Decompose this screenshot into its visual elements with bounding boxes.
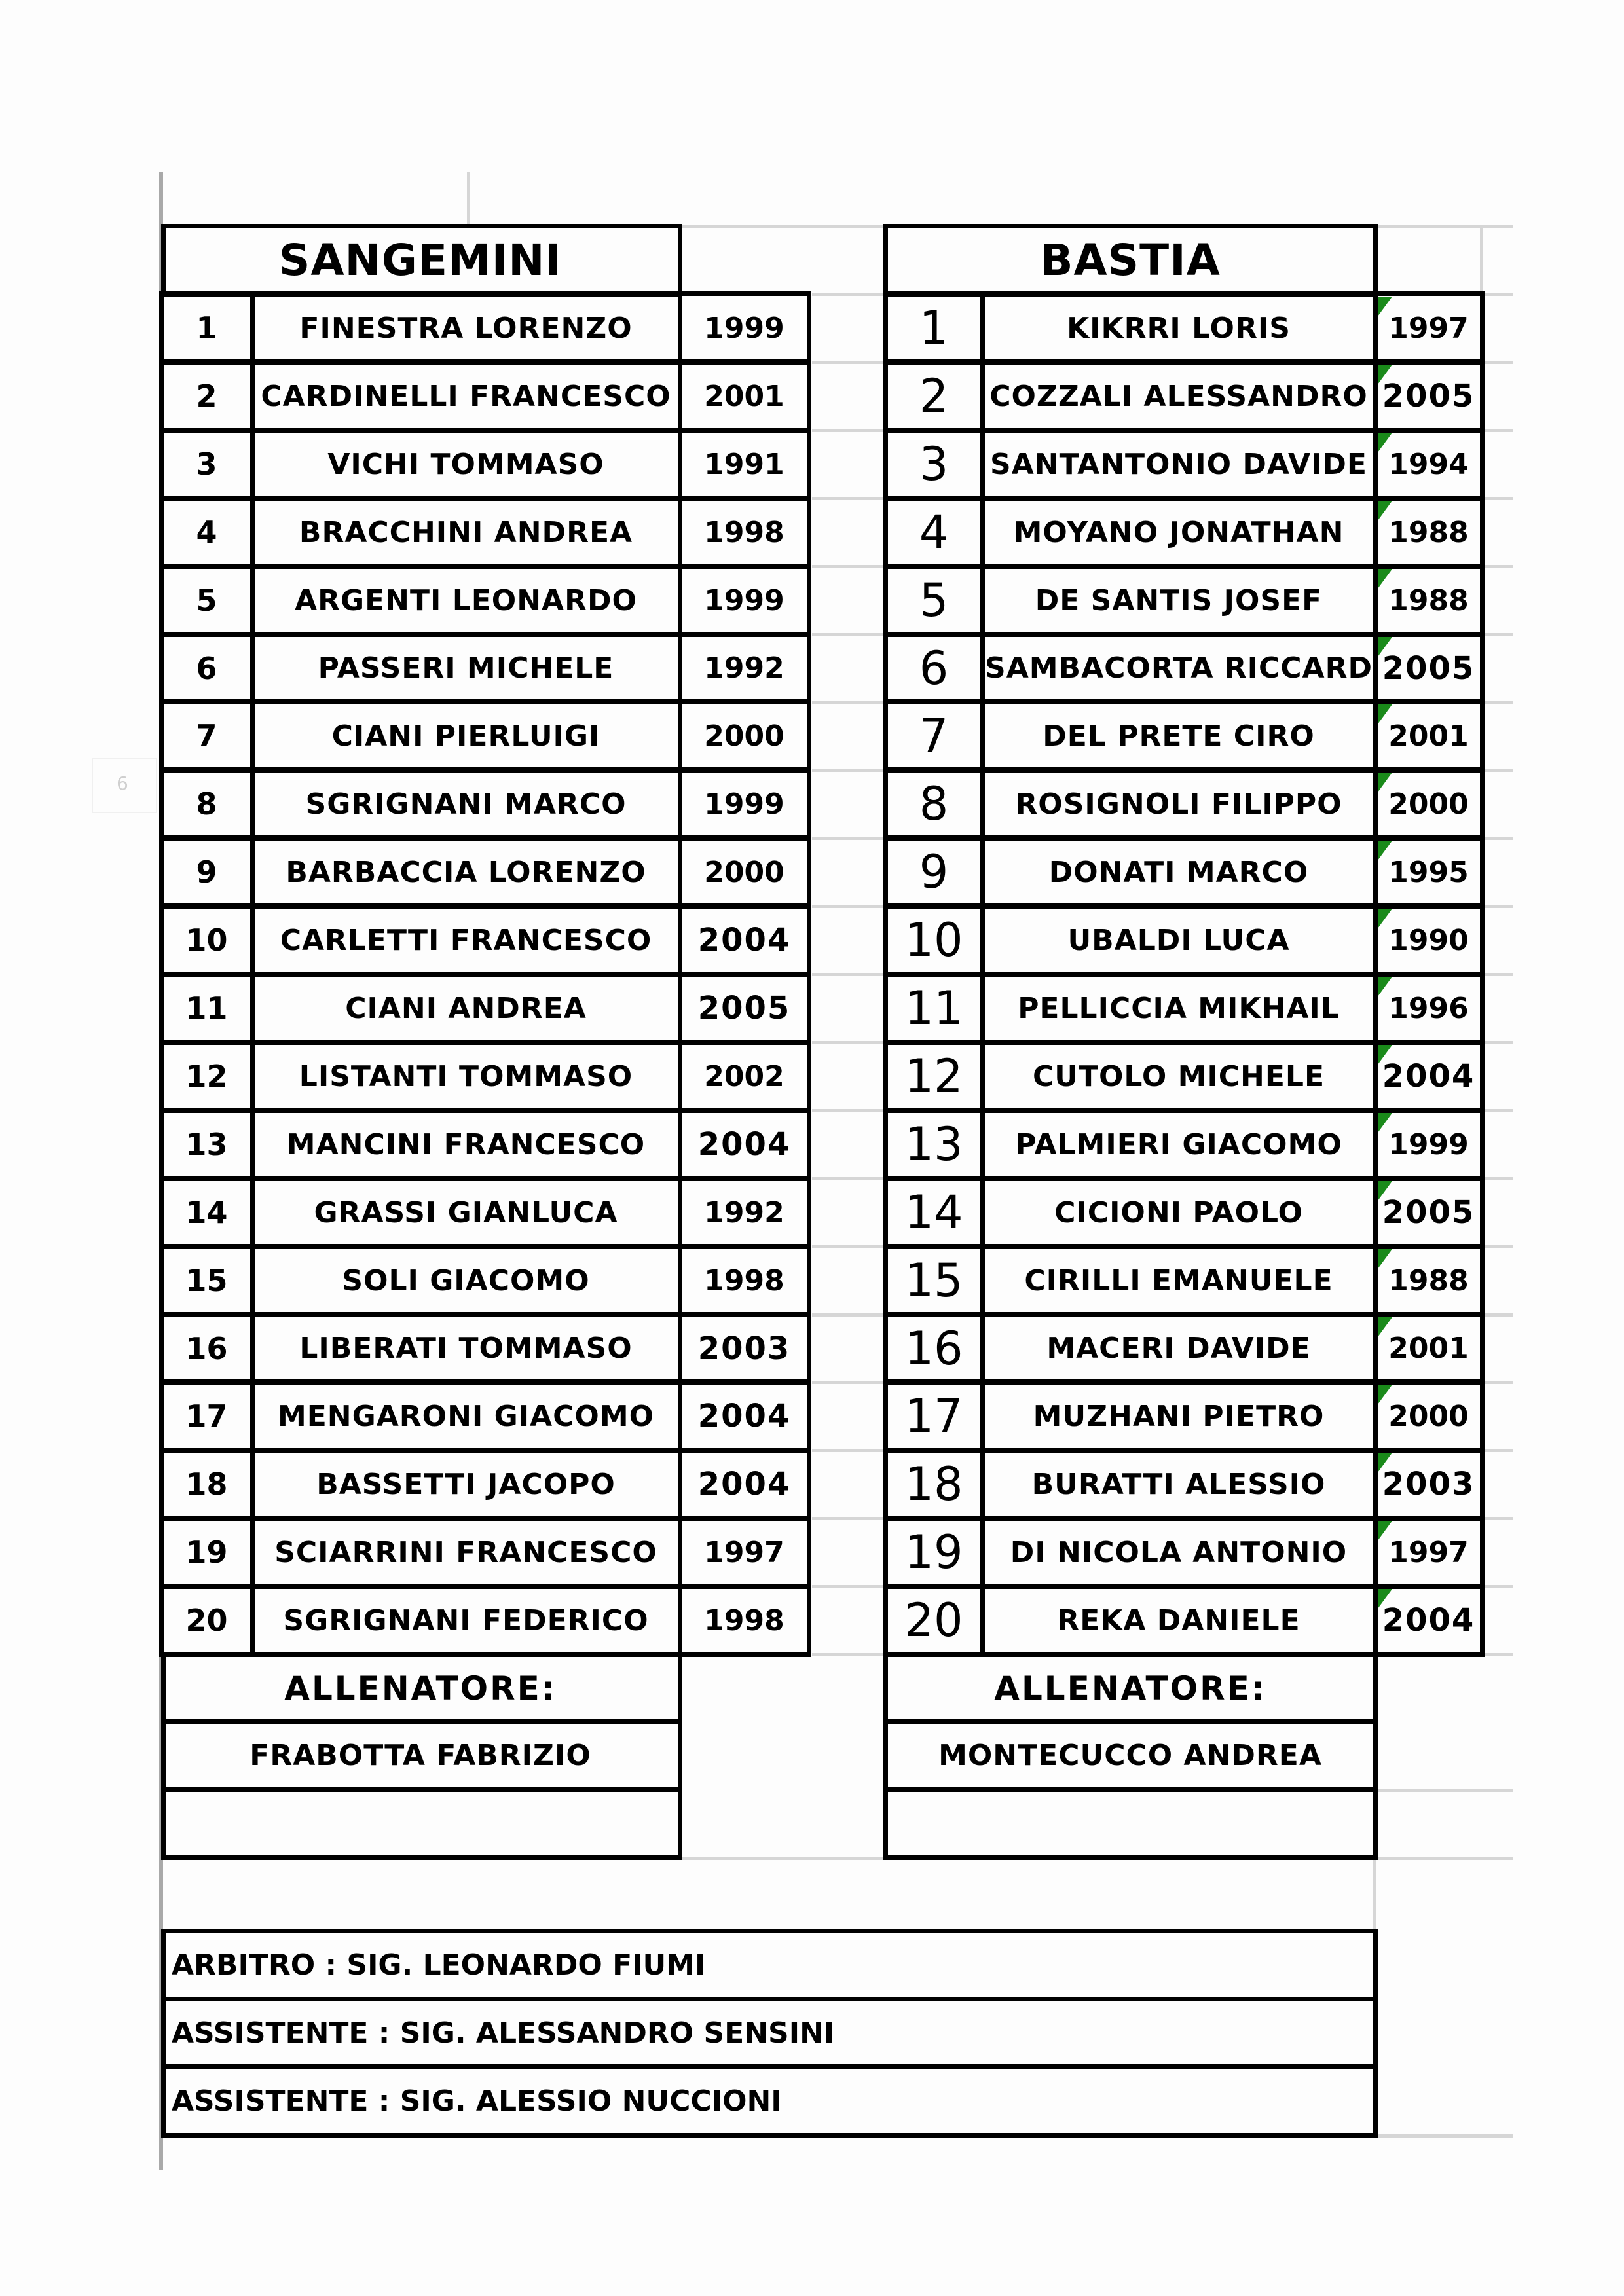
player-name: CIANI ANDREA bbox=[345, 991, 587, 1025]
sheet-gridline bbox=[1484, 701, 1513, 704]
player-number: 1 bbox=[919, 301, 949, 355]
player-birth-year: 2003 bbox=[697, 1330, 791, 1367]
player-name: ARGENTI LEONARDO bbox=[295, 583, 637, 617]
player-birth-year: 1995 bbox=[1388, 855, 1469, 889]
player-name: KIKRRI LORIS bbox=[1067, 311, 1291, 345]
sheet-gridline bbox=[812, 701, 885, 704]
player-number: 5 bbox=[196, 583, 217, 618]
sheet-gridline bbox=[1484, 497, 1513, 500]
player-number: 4 bbox=[919, 505, 949, 559]
cell-error-indicator-icon[interactable] bbox=[1378, 1249, 1392, 1269]
player-number: 12 bbox=[904, 1049, 963, 1103]
cell-error-indicator-icon[interactable] bbox=[1378, 704, 1392, 724]
cell-error-indicator-icon[interactable] bbox=[1378, 977, 1392, 996]
cell-error-indicator-icon[interactable] bbox=[1378, 1317, 1392, 1337]
player-name: SCIARRINI FRANCESCO bbox=[274, 1535, 657, 1569]
player-name: CIANI PIERLUIGI bbox=[331, 719, 600, 753]
player-number: 3 bbox=[196, 446, 217, 482]
away-coach-label: ALLENATORE: bbox=[994, 1669, 1266, 1707]
cell-error-indicator-icon[interactable] bbox=[1378, 1453, 1392, 1472]
home-coach-name: FRABOTTA FABRIZIO bbox=[249, 1739, 591, 1772]
cell-error-indicator-icon[interactable] bbox=[1378, 433, 1392, 452]
player-name: VICHI TOMMASO bbox=[327, 447, 604, 481]
player-name: MENGARONI GIACOMO bbox=[277, 1399, 655, 1433]
sheet-gridline bbox=[1484, 361, 1513, 364]
sheet-gridline bbox=[812, 1041, 885, 1044]
cell-error-indicator-icon[interactable] bbox=[1378, 637, 1392, 657]
player-name: GRASSI GIANLUCA bbox=[314, 1195, 618, 1230]
sheet-gridline bbox=[1484, 633, 1513, 636]
player-name: LIBERATI TOMMASO bbox=[299, 1332, 633, 1365]
player-birth-year: 2002 bbox=[704, 1059, 784, 1093]
player-number: 18 bbox=[904, 1457, 963, 1511]
sheet-gridline bbox=[1484, 1449, 1513, 1452]
player-name: BARBACCIA LORENZO bbox=[286, 855, 646, 889]
player-name: REKA DANIELE bbox=[1057, 1603, 1301, 1637]
player-name: ROSIGNOLI FILIPPO bbox=[1015, 787, 1342, 821]
sheet-gridline bbox=[1375, 1789, 1513, 1792]
player-birth-year: 2001 bbox=[1388, 719, 1469, 753]
home-coach-label: ALLENATORE: bbox=[284, 1669, 557, 1707]
player-birth-year: 2000 bbox=[1388, 787, 1469, 821]
player-number: 2 bbox=[196, 378, 217, 414]
player-name: DEL PRETE CIRO bbox=[1043, 719, 1315, 753]
player-name: CUTOLO MICHELE bbox=[1032, 1059, 1325, 1093]
player-birth-year: 2004 bbox=[1382, 1602, 1475, 1639]
sheet-gridline bbox=[1484, 1585, 1513, 1588]
sheet-gridline bbox=[1484, 1177, 1513, 1180]
player-birth-year: 2004 bbox=[697, 1126, 791, 1163]
player-number: 6 bbox=[919, 641, 949, 695]
player-name: MANCINI FRANCESCO bbox=[286, 1127, 646, 1161]
sheet-gridline bbox=[1484, 565, 1513, 568]
player-birth-year: 1992 bbox=[704, 651, 784, 685]
sheet-gridline bbox=[1484, 1245, 1513, 1248]
assistant-referee-1: ASSISTENTE : SIG. ALESSANDRO SENSINI bbox=[172, 2016, 835, 2050]
cell-error-indicator-icon[interactable] bbox=[1378, 569, 1392, 589]
player-birth-year: 2000 bbox=[1388, 1399, 1469, 1433]
player-name: SOLI GIACOMO bbox=[342, 1264, 590, 1298]
ghost-row-header: 6 bbox=[117, 773, 128, 794]
player-number: 9 bbox=[919, 845, 949, 899]
player-birth-year: 1988 bbox=[1388, 1264, 1469, 1298]
away-blank-cell bbox=[883, 1787, 1378, 1860]
player-number: 11 bbox=[185, 991, 228, 1026]
player-number: 2 bbox=[919, 369, 949, 423]
sheet-gridline bbox=[1484, 769, 1513, 772]
sheet-gridline bbox=[812, 1517, 885, 1520]
player-number: 8 bbox=[919, 777, 949, 831]
player-name: MUZHANI PIETRO bbox=[1033, 1399, 1325, 1433]
sheet-gridline bbox=[1375, 225, 1513, 228]
sheet-gridline bbox=[812, 293, 885, 296]
player-birth-year: 2004 bbox=[1382, 1058, 1475, 1095]
player-birth-year: 2004 bbox=[697, 1398, 791, 1434]
player-birth-year: 2005 bbox=[1382, 649, 1475, 687]
referee: ARBITRO : SIG. LEONARDO FIUMI bbox=[172, 1948, 706, 1982]
player-name: CARDINELLI FRANCESCO bbox=[261, 379, 671, 413]
sheet-gridline bbox=[1484, 837, 1513, 840]
sheet-gridline bbox=[1484, 1313, 1513, 1317]
player-number: 20 bbox=[904, 1594, 963, 1647]
player-birth-year: 1997 bbox=[704, 1535, 784, 1569]
player-birth-year: 1988 bbox=[1388, 583, 1469, 617]
player-number: 8 bbox=[196, 786, 217, 822]
sheet-gridline bbox=[812, 1109, 885, 1112]
player-name: CICIONI PAOLO bbox=[1054, 1195, 1303, 1230]
player-birth-year: 2005 bbox=[697, 990, 791, 1027]
sheet-gridline bbox=[812, 633, 885, 636]
player-name: SGRIGNANI FEDERICO bbox=[283, 1603, 649, 1637]
player-name: CARLETTI FRANCESCO bbox=[280, 923, 652, 957]
player-birth-year: 2001 bbox=[1388, 1332, 1469, 1365]
player-birth-year: 1997 bbox=[1388, 1535, 1469, 1569]
home-team-name: SANGEMINI bbox=[278, 234, 563, 285]
player-number: 16 bbox=[904, 1321, 963, 1376]
player-number: 15 bbox=[185, 1263, 228, 1298]
player-name: SGRIGNANI MARCO bbox=[305, 787, 627, 821]
sheet-gridline bbox=[812, 1177, 885, 1180]
player-birth-year: 1992 bbox=[704, 1195, 784, 1230]
player-name: DE SANTIS JOSEF bbox=[1035, 583, 1323, 617]
sheet-gridline bbox=[812, 1653, 885, 1656]
cell-error-indicator-icon[interactable] bbox=[1378, 1385, 1392, 1404]
player-number: 3 bbox=[919, 437, 949, 491]
player-birth-year: 2000 bbox=[704, 719, 784, 753]
player-number: 10 bbox=[185, 922, 228, 958]
player-number: 19 bbox=[185, 1535, 228, 1570]
away-coach-name: MONTECUCCO ANDREA bbox=[938, 1739, 1322, 1772]
home-blank-cell bbox=[161, 1787, 682, 1860]
player-name: BRACCHINI ANDREA bbox=[299, 515, 633, 549]
sheet-gridline bbox=[812, 1245, 885, 1248]
player-name: DI NICOLA ANTONIO bbox=[1010, 1535, 1348, 1569]
player-number: 17 bbox=[904, 1389, 963, 1443]
sheet-gridline bbox=[1484, 1517, 1513, 1520]
player-number: 7 bbox=[919, 709, 949, 763]
player-name: SAMBACORTA RICCARD bbox=[985, 651, 1373, 685]
sheet-gridline bbox=[1484, 973, 1513, 976]
cell-error-indicator-icon[interactable] bbox=[1378, 365, 1392, 384]
player-name: SANTANTONIO DAVIDE bbox=[990, 447, 1367, 481]
player-number: 14 bbox=[185, 1195, 228, 1230]
player-number: 13 bbox=[185, 1127, 228, 1162]
sheet-gridline bbox=[812, 769, 885, 772]
player-birth-year: 1999 bbox=[1388, 1127, 1469, 1161]
player-name: PASSERI MICHELE bbox=[318, 651, 614, 685]
player-number: 5 bbox=[919, 574, 949, 627]
player-name: MACERI DAVIDE bbox=[1046, 1332, 1311, 1365]
cell-error-indicator-icon[interactable] bbox=[1378, 841, 1392, 860]
player-number: 1 bbox=[196, 310, 217, 346]
player-number: 18 bbox=[185, 1467, 228, 1502]
sheet-gridline bbox=[812, 429, 885, 432]
sheet-gridline bbox=[681, 225, 885, 228]
cell-error-indicator-icon[interactable] bbox=[1378, 297, 1392, 316]
player-number: 10 bbox=[904, 913, 963, 967]
sheet-gridline bbox=[812, 1449, 885, 1452]
player-birth-year: 1991 bbox=[704, 447, 784, 481]
player-birth-year: 2005 bbox=[1382, 1194, 1475, 1231]
player-birth-year: 1998 bbox=[704, 1264, 784, 1298]
sheet-gridline bbox=[1375, 1857, 1513, 1860]
player-name: BURATTI ALESSIO bbox=[1031, 1467, 1326, 1501]
player-number: 19 bbox=[904, 1525, 963, 1579]
player-name: PALMIERI GIACOMO bbox=[1015, 1127, 1342, 1161]
sheet-gridline bbox=[1484, 429, 1513, 432]
cell-error-indicator-icon[interactable] bbox=[1378, 1521, 1392, 1540]
player-name: PELLICCIA MIKHAIL bbox=[1018, 991, 1340, 1025]
sheet-gridline bbox=[1484, 1653, 1513, 1656]
player-birth-year: 2004 bbox=[697, 922, 791, 958]
sheet-gridline bbox=[812, 1381, 885, 1384]
player-birth-year: 2001 bbox=[704, 379, 784, 413]
player-number: 7 bbox=[196, 718, 217, 754]
player-birth-year: 2000 bbox=[704, 855, 784, 889]
cell-error-indicator-icon[interactable] bbox=[1378, 773, 1392, 792]
player-name: LISTANTI TOMMASO bbox=[299, 1059, 633, 1093]
player-name: CIRILLI EMANUELE bbox=[1024, 1264, 1333, 1298]
player-number: 6 bbox=[196, 650, 217, 686]
player-birth-year: 1997 bbox=[1388, 311, 1469, 345]
sheet-gridline bbox=[812, 1313, 885, 1317]
player-birth-year: 2004 bbox=[697, 1466, 791, 1503]
sheet-gridline bbox=[812, 1585, 885, 1588]
player-birth-year: 1998 bbox=[704, 1603, 784, 1637]
player-birth-year: 2005 bbox=[1382, 378, 1475, 414]
player-number: 11 bbox=[904, 981, 963, 1035]
player-name: BASSETTI JACOPO bbox=[316, 1467, 616, 1501]
player-name: UBALDI LUCA bbox=[1067, 923, 1290, 957]
sheet-gridline bbox=[812, 973, 885, 976]
player-number: 17 bbox=[185, 1398, 228, 1434]
player-birth-year: 1994 bbox=[1388, 447, 1469, 481]
cell-error-indicator-icon[interactable] bbox=[1378, 1181, 1392, 1201]
player-number: 4 bbox=[196, 515, 217, 550]
cell-error-indicator-icon[interactable] bbox=[1378, 501, 1392, 520]
sheet-gridline bbox=[812, 565, 885, 568]
player-number: 14 bbox=[904, 1186, 963, 1239]
player-birth-year: 1996 bbox=[1388, 991, 1469, 1025]
sheet-gridline bbox=[681, 1857, 885, 1860]
player-birth-year: 1999 bbox=[704, 311, 784, 345]
player-number: 15 bbox=[904, 1254, 963, 1307]
player-number: 16 bbox=[185, 1330, 228, 1366]
sheet-gridline bbox=[1375, 2134, 1513, 2138]
sheet-gridline bbox=[812, 837, 885, 840]
player-birth-year: 1988 bbox=[1388, 515, 1469, 549]
player-birth-year: 1990 bbox=[1388, 923, 1469, 957]
sheet-gridline bbox=[812, 497, 885, 500]
player-number: 20 bbox=[185, 1603, 228, 1638]
cell-error-indicator-icon[interactable] bbox=[1378, 1113, 1392, 1133]
sheet-gridline bbox=[1484, 905, 1513, 908]
cell-error-indicator-icon[interactable] bbox=[1378, 1045, 1392, 1065]
player-number: 9 bbox=[196, 854, 217, 890]
sheet-gridline bbox=[1484, 1381, 1513, 1384]
player-birth-year: 1999 bbox=[704, 787, 784, 821]
player-name: COZZALI ALESSANDRO bbox=[989, 379, 1368, 413]
player-birth-year: 2003 bbox=[1382, 1466, 1475, 1503]
cell-error-indicator-icon[interactable] bbox=[1378, 909, 1392, 928]
assistant-referee-2: ASSISTENTE : SIG. ALESSIO NUCCIONI bbox=[172, 2084, 782, 2118]
player-number: 13 bbox=[904, 1118, 963, 1171]
player-birth-year: 1999 bbox=[704, 583, 784, 617]
sheet-gridline bbox=[1373, 1859, 1376, 1931]
sheet-gridline bbox=[1484, 1041, 1513, 1044]
sheet-gridline bbox=[1480, 226, 1483, 294]
sheet-gridline bbox=[812, 905, 885, 908]
player-number: 12 bbox=[185, 1059, 228, 1094]
player-name: FINESTRA LORENZO bbox=[299, 311, 633, 345]
sheet-gridline bbox=[1484, 1109, 1513, 1112]
away-team-name: BASTIA bbox=[1040, 234, 1221, 285]
sheet-gridline bbox=[1484, 293, 1513, 296]
player-name: DONATI MARCO bbox=[1048, 855, 1309, 889]
player-name: MOYANO JONATHAN bbox=[1013, 515, 1344, 549]
sheet-gridline bbox=[812, 361, 885, 364]
cell-error-indicator-icon[interactable] bbox=[1378, 1589, 1392, 1609]
player-birth-year: 1998 bbox=[704, 515, 784, 549]
sheet-gridline bbox=[467, 172, 470, 226]
